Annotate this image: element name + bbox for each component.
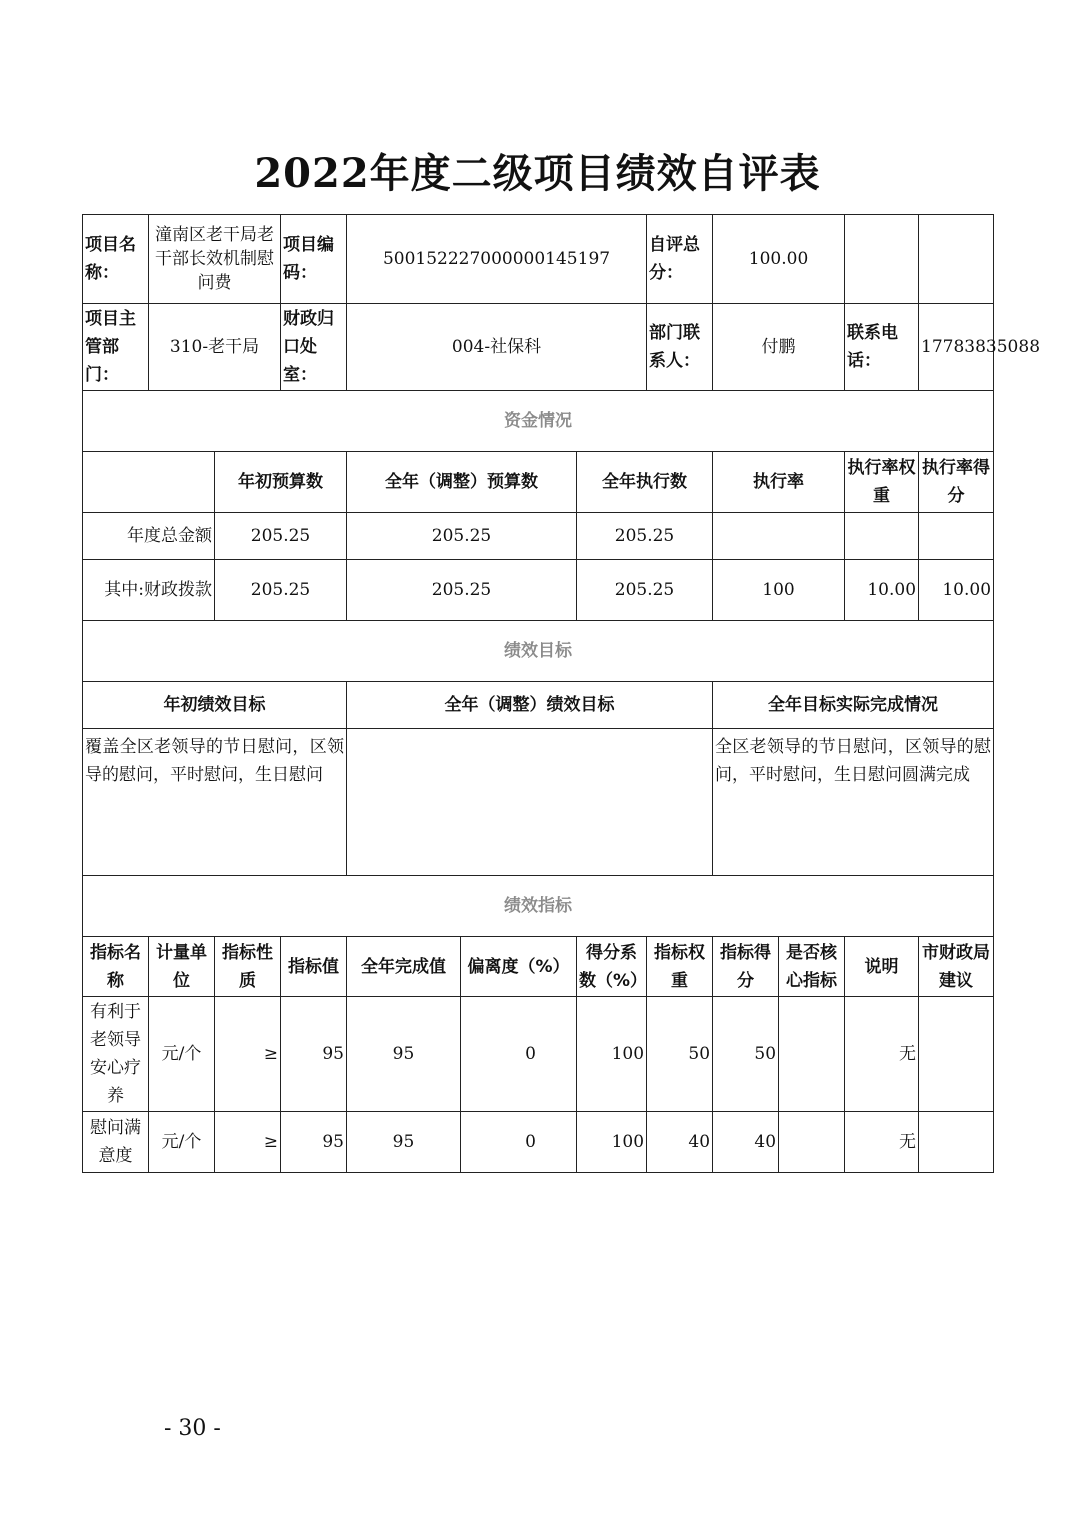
indicator-name: 有利于老领导安心疗养 — [83, 997, 149, 1112]
page-number: - 30 - — [164, 1416, 221, 1441]
funds-cell — [845, 513, 919, 560]
indicator-core — [779, 1112, 845, 1173]
funds-header: 全年（调整）预算数 — [347, 452, 577, 513]
indicator-header: 计量单位 — [149, 937, 215, 997]
goal-adjusted — [347, 729, 713, 876]
funds-cell: 205.25 — [215, 560, 347, 621]
funds-row-label: 其中:财政拨款 — [83, 560, 215, 621]
funds-row — [83, 513, 994, 560]
finance-value: 004-社保科 — [347, 304, 647, 391]
funds-header: 执行率得分 — [919, 452, 994, 513]
empty-cell — [919, 215, 994, 304]
funds-cell: 205.25 — [577, 513, 713, 560]
goals-section-title: 绩效目标 — [83, 621, 994, 682]
goals-header: 全年（调整）绩效目标 — [347, 682, 713, 729]
indicator-header: 偏离度（%） — [461, 937, 577, 997]
goals-header: 年初绩效目标 — [83, 682, 347, 729]
indicator-done: 95 — [347, 1112, 461, 1173]
indicators-section-title: 绩效指标 — [83, 876, 994, 937]
funds-section-row — [83, 391, 994, 452]
indicator-header: 是否核心指标 — [779, 937, 845, 997]
funds-header-row — [83, 452, 994, 513]
funds-row — [83, 560, 994, 621]
indicator-header: 指标得分 — [713, 937, 779, 997]
goals-header: 全年目标实际完成情况 — [713, 682, 994, 729]
indicator-nature: ≥ — [215, 997, 281, 1112]
indicator-header: 市财政局建议 — [919, 937, 994, 997]
indicator-header: 指标值 — [281, 937, 347, 997]
goals-section-row — [83, 621, 994, 682]
funds-cell: 205.25 — [347, 560, 577, 621]
goal-initial: 覆盖全区老领导的节日慰问，区领导的慰问，平时慰问，生日慰问 — [83, 729, 347, 876]
indicator-header: 全年完成值 — [347, 937, 461, 997]
phone-label: 联系电话： — [845, 304, 919, 391]
funds-cell: 100 — [713, 560, 845, 621]
indicator-score: 40 — [713, 1112, 779, 1173]
indicator-header: 指标权重 — [647, 937, 713, 997]
funds-cell: 205.25 — [577, 560, 713, 621]
page-title: 2022年度二级项目绩效自评表 — [254, 150, 821, 197]
indicator-value: 95 — [281, 1112, 347, 1173]
indicator-row — [83, 1112, 994, 1173]
funds-cell — [919, 513, 994, 560]
funds-cell: 205.25 — [347, 513, 577, 560]
funds-cell — [713, 513, 845, 560]
indicator-done: 95 — [347, 997, 461, 1112]
info-row-1 — [83, 215, 994, 304]
goals-content-row — [83, 729, 994, 876]
project-code-label: 项目编码： — [281, 215, 347, 304]
indicator-advice — [919, 997, 994, 1112]
indicator-header: 说明 — [845, 937, 919, 997]
funds-header: 执行率权重 — [845, 452, 919, 513]
indicator-coef: 100 — [577, 1112, 647, 1173]
project-name-label: 项目名称： — [83, 215, 149, 304]
indicators-section-row — [83, 876, 994, 937]
evaluation-table — [82, 214, 1041, 1173]
self-score-label: 自评总分： — [647, 215, 713, 304]
indicator-header: 得分系数（%） — [577, 937, 647, 997]
indicator-weight: 40 — [647, 1112, 713, 1173]
funds-row-label: 年度总金额 — [83, 513, 215, 560]
indicator-row — [83, 997, 994, 1112]
empty-cell — [845, 215, 919, 304]
info-row-2 — [83, 304, 994, 391]
indicator-unit: 元/个 — [149, 1112, 215, 1173]
funds-cell: 10.00 — [845, 560, 919, 621]
indicator-weight: 50 — [647, 997, 713, 1112]
funds-header: 年初预算数 — [215, 452, 347, 513]
indicator-deviation: 0 — [461, 1112, 577, 1173]
funds-section-title: 资金情况 — [83, 391, 994, 452]
goals-header-row — [83, 682, 994, 729]
contact-value: 付鹏 — [713, 304, 845, 391]
funds-header: 全年执行数 — [577, 452, 713, 513]
indicator-score: 50 — [713, 997, 779, 1112]
indicator-header: 指标名称 — [83, 937, 149, 997]
indicator-note: 无 — [845, 1112, 919, 1173]
indicator-coef: 100 — [577, 997, 647, 1112]
dept-value: 310-老干局 — [149, 304, 281, 391]
indicator-deviation: 0 — [461, 997, 577, 1112]
funds-cell: 10.00 — [919, 560, 994, 621]
dept-label: 项目主管部门： — [83, 304, 149, 391]
indicator-name: 慰问满意度 — [83, 1112, 149, 1173]
indicator-nature: ≥ — [215, 1112, 281, 1173]
project-code-value: 500152227000000145197 — [347, 215, 647, 304]
empty-cell — [83, 452, 215, 513]
indicators-header-row — [83, 937, 994, 997]
indicator-advice — [919, 1112, 994, 1173]
goal-actual: 全区老领导的节日慰问，区领导的慰问，平时慰问，生日慰问圆满完成 — [713, 729, 994, 876]
indicator-unit: 元/个 — [149, 997, 215, 1112]
finance-label: 财政归口处室： — [281, 304, 347, 391]
indicator-note: 无 — [845, 997, 919, 1112]
project-name-value: 潼南区老干局老干部长效机制慰问费 — [149, 215, 281, 304]
indicator-header: 指标性质 — [215, 937, 281, 997]
funds-cell: 205.25 — [215, 513, 347, 560]
contact-label: 部门联系人： — [647, 304, 713, 391]
phone-value: 17783835088 — [919, 304, 994, 391]
self-score-value: 100.00 — [713, 215, 845, 304]
indicator-value: 95 — [281, 997, 347, 1112]
indicator-core — [779, 997, 845, 1112]
funds-header: 执行率 — [713, 452, 845, 513]
